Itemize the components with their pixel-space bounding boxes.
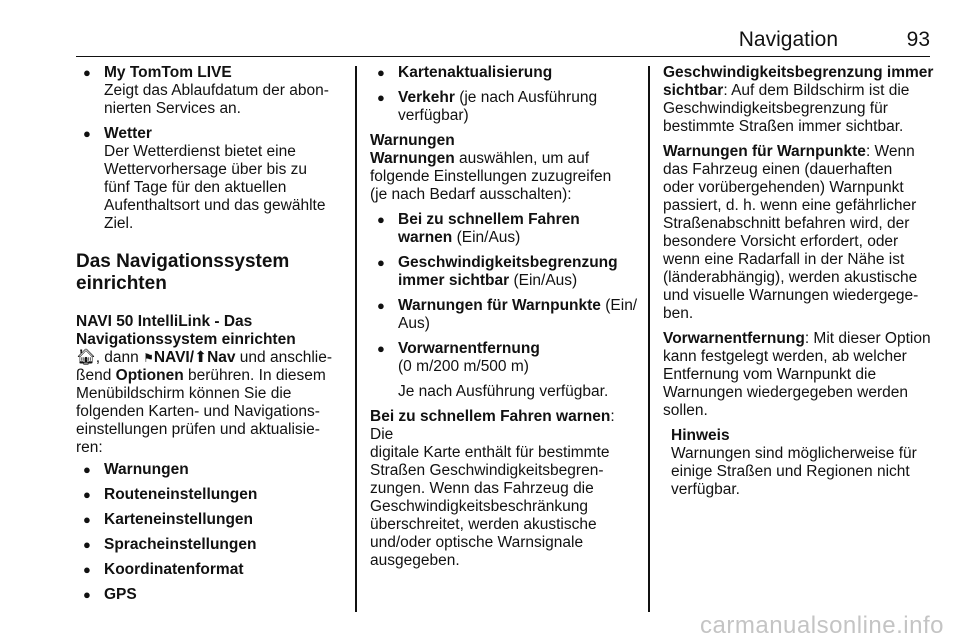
- paragraph: Geschwindigkeitsbegrenzung immer sichtbar: Auf dem Bildschirm ist die Geschwindigkeitsbegrenzung für bestimmte Straßen immer sichtbar.: [663, 64, 934, 135]
- list-item: ● Koordinatenformat: [76, 561, 348, 579]
- list-item: ● Vorwarnentfernung (0 m/200 m/500 m): [370, 340, 642, 376]
- column-divider: [355, 66, 357, 612]
- list-item: ● Routeneinstellungen: [76, 486, 348, 504]
- list-item: ● Wetter: [76, 125, 348, 143]
- list-item: ● Warnungen: [76, 461, 348, 479]
- item-description: Zeigt das Ablaufdatum der abon- nierten Services an.: [104, 82, 329, 117]
- hint-box: [663, 427, 935, 499]
- navigation-arrow-icon: ⬆: [194, 349, 208, 366]
- list-item: ● Karteneinstellungen: [76, 511, 348, 529]
- list-item: ● GPS: [76, 586, 348, 604]
- list-item: ● Geschwindigkeitsbegrenzung immer sichtbar (Ein/Aus): [370, 254, 642, 290]
- hint-text: Warnungen sind möglicherweise für einige Straßen und Regionen nicht verfügbar.: [671, 445, 917, 498]
- item-note: Je nach Ausführung verfügbar.: [398, 383, 609, 400]
- page-title: Navigation: [738, 28, 838, 51]
- column-1: [76, 64, 348, 604]
- column-2: [370, 64, 642, 570]
- item-description: Der Wetterdienst bietet eine Wettervorhersage über bis zu fünf Tage für den aktuellen Aufenthaltsort und das gewählte Ziel.: [104, 143, 326, 232]
- paragraph: Warnungen auswählen, um auf folgende Einstellungen zuzugreifen (je nach Bedarf ausschalten):: [370, 150, 612, 203]
- paragraph: Bei zu schnellem Fahren warnen: Die digitale Karte enthält für bestimmte Straßen Geschwindigkeitsbegren- zungen. Wenn das Fahrzeug die Geschwindigkeitsbeschränkung überschreitet, werden akustische und/oder optische Warnsignale ausgegeben.: [370, 408, 615, 569]
- list-item: ● Warnungen für Warnpunkte (Ein/ Aus): [370, 297, 642, 333]
- flag-icon: ⚑: [143, 351, 154, 365]
- page-number: 93: [906, 28, 930, 51]
- sub-heading: Warnungen: [370, 132, 455, 149]
- page-header: [76, 26, 930, 57]
- paragraph: Warnungen für Warnpunkte: Wenn das Fahrzeug einen (dauerhaften oder vorübergehenden) Warnpunkt passiert, d. h. wenn eine gefährlicher Straßenabschnitt befahren wird, der besondere Vorsicht erfordert, oder wenn eine Radarfall in der Nähe ist (länderabhängig), werden akustische und visuelle Warnungen wiedergege- ben.: [663, 143, 919, 322]
- section-heading: Das Navigationssystem einrichten: [76, 251, 290, 294]
- home-icon: 🏠︎: [76, 349, 96, 366]
- hint-title: Hinweis: [671, 427, 730, 444]
- column-3: [663, 64, 935, 499]
- list-item: ● Spracheinstellungen: [76, 536, 348, 554]
- column-divider: [648, 66, 650, 612]
- watermark: carmanualsonline.info: [700, 612, 944, 639]
- list-item: ● Kartenaktualisierung: [370, 64, 642, 82]
- list-item: ● Bei zu schnellem Fahren warnen (Ein/Aus): [370, 211, 642, 247]
- list-item: ● Verkehr (je nach Ausführung verfügbar): [370, 89, 642, 125]
- paragraph: Vorwarnentfernung: Mit dieser Option kann festgelegt werden, ab welcher Entfernung vom Warnpunkt die Warnungen wiedergegeben werden sollen.: [663, 330, 931, 419]
- sub-heading: NAVI 50 IntelliLink - Das Navigationssystem einrichten: [76, 313, 296, 348]
- list-item: ● My TomTom LIVE: [76, 64, 348, 82]
- instruction-paragraph: 🏠︎, dann ⚑NAVI/⬆Nav und anschlie- ßend Optionen berühren. In diesem Menübildschirm können Sie die folgenden Karten- und Navigations- einstellungen prüfen und aktualisie- ren:: [76, 349, 333, 456]
